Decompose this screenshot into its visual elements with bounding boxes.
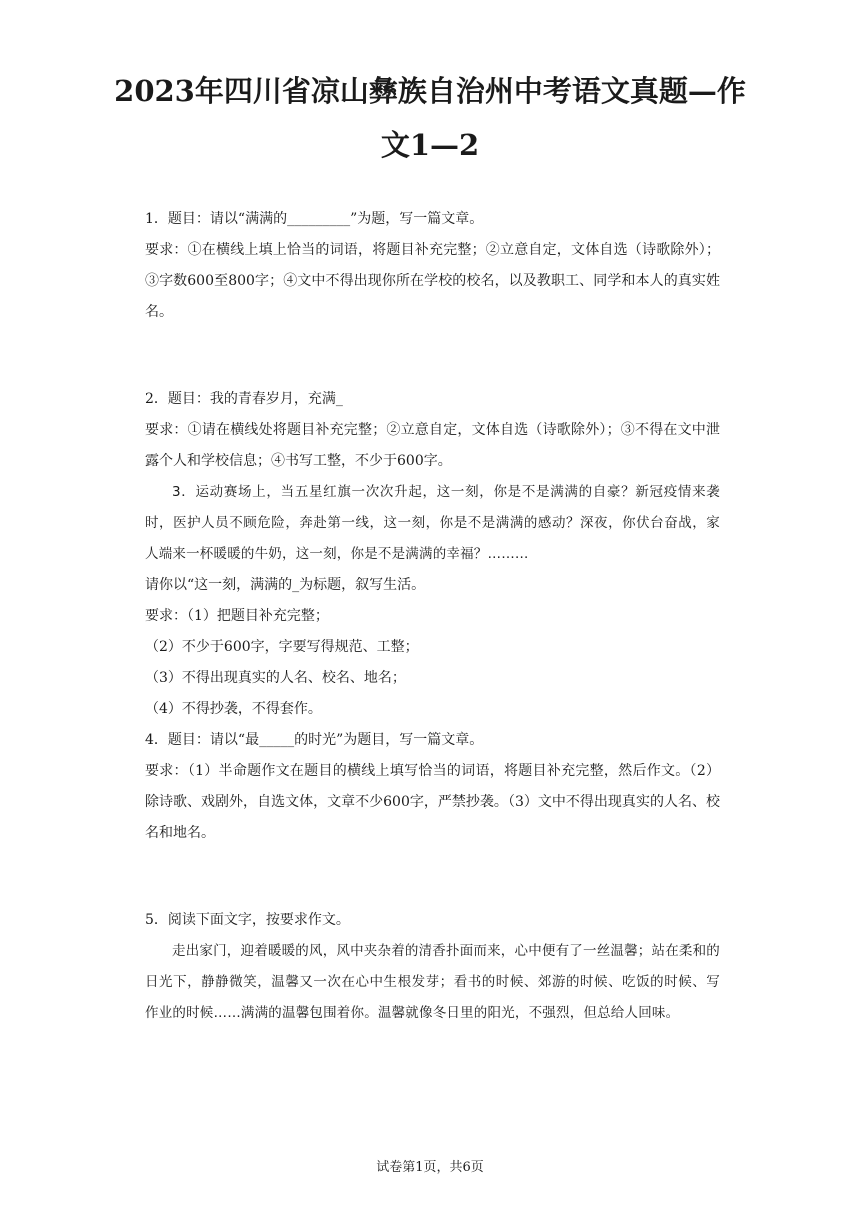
q3-requirement-4: （4）不得抄袭，不得套作。	[145, 701, 322, 717]
title-line-2: 文1—2	[380, 128, 480, 162]
title-line-1: 2023年四川省凉山彝族自治州中考语文真题—作	[114, 74, 746, 108]
q4-topic: 4．题目：请以“最_____的时光”为题目，写一篇文章。	[145, 732, 484, 748]
q3-passage: 3．运动赛场上，当五星红旗一次次升起，这一刻，你是不是满满的自豪？新冠疫情来袭时，医护人员不顾危险，奔赴第一线，这一刻，你是不是满满的感动？深夜，你伏台奋战，家人端来一杯暖暖的牛奶，这一刻，你是不是满满的幸福？………	[145, 484, 720, 562]
document-body	[145, 204, 720, 1029]
q1-topic: 1．题目：请以“满满的_________”为题，写一篇文章。	[145, 211, 484, 227]
q3-requirement-2: （2）不少于600字，字要写得规范、工整；	[145, 639, 419, 655]
q3-prompt: 请你以“这一刻，满满的_为标题，叙写生活。	[145, 577, 426, 593]
spacer	[145, 328, 720, 384]
q5-passage: 走出家门，迎着暖暖的风，风中夹杂着的清香扑面而来，心中便有了一丝温馨；站在柔和的日光下，静静微笑，温馨又一次在心中生根发芽；看书的时候、郊游的时候、吃饭的时候、写作业的时候……满满的温馨包围着你。温馨就像冬日里的阳光，不强烈，但总给人回味。	[145, 943, 720, 1021]
q2-requirements: 要求：①请在横线处将题目补充完整；②立意自定，文体自选（诗歌除外）；③不得在文中泄露个人和学校信息；④书写工整，不少于600字。	[145, 422, 720, 469]
q2-topic: 2．题目：我的青春岁月，充满_	[145, 391, 343, 407]
q4-requirements: 要求：（1）半命题作文在题目的横线上填写恰当的词语，将题目补充完整，然后作文。（2）除诗歌、戏剧外，自选文体，文章不少600字，严禁抄袭。（3）文中不得出现真实的人名、校名和地名。	[145, 763, 720, 841]
q5-topic: 5．阅读下面文字，按要求作文。	[145, 912, 350, 928]
page-footer: 试卷第1页，共6页	[376, 1160, 484, 1175]
document-title	[0, 64, 860, 172]
q3-requirement-3: （3）不得出现真实的人名、校名、地名；	[145, 670, 406, 686]
spacer	[145, 849, 720, 905]
q1-requirements: 要求：①在横线上填上恰当的词语，将题目补充完整；②立意自定，文体自选（诗歌除外）；③字数600至800字；④文中不得出现你所在学校的校名，以及教职工、同学和本人的真实姓名。	[145, 242, 720, 320]
q3-requirement-1: 要求：（1）把题目补充完整；	[145, 608, 329, 624]
